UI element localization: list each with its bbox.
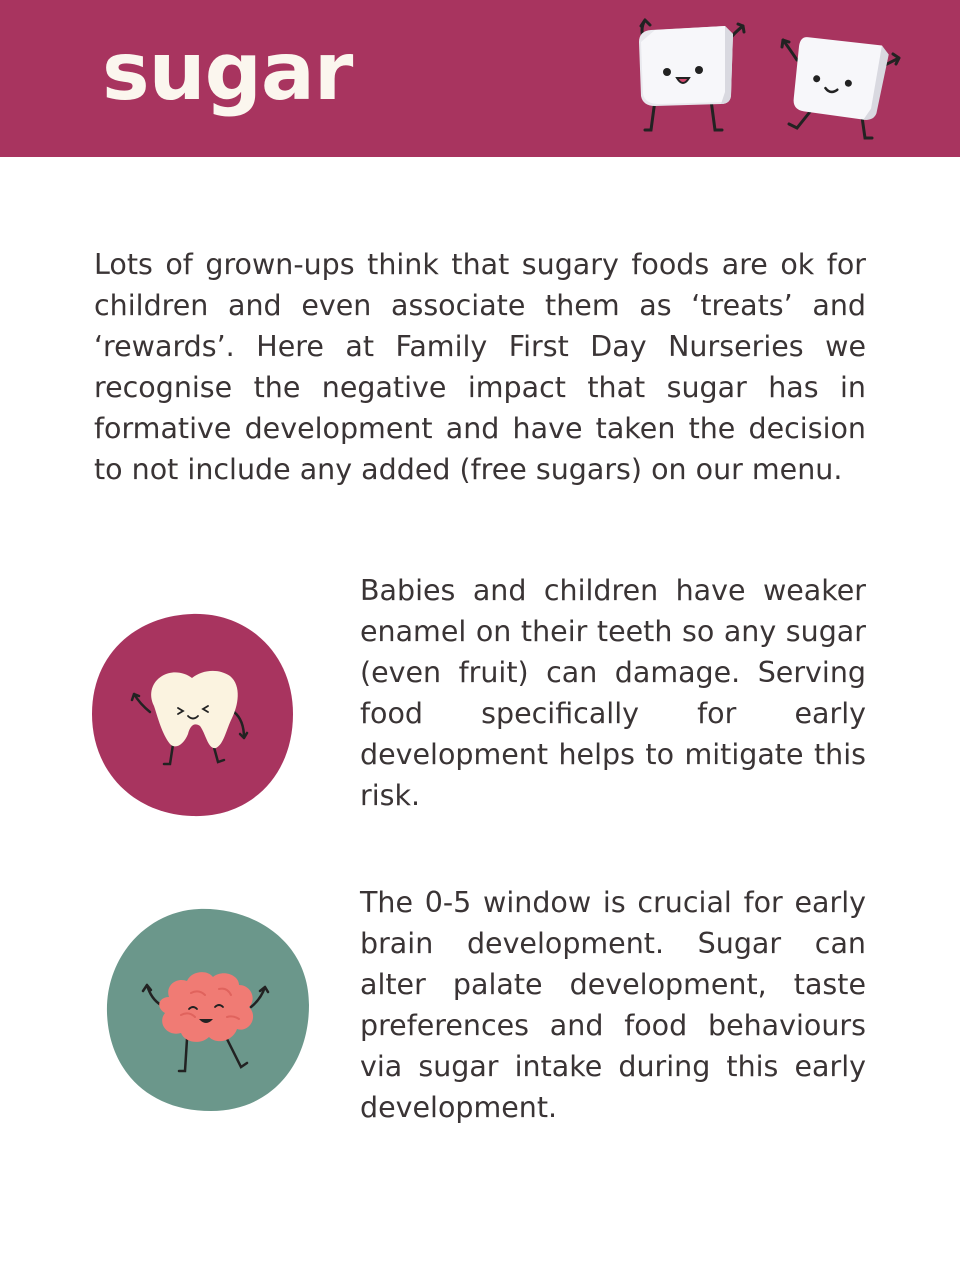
sugar-cube-character-icon	[625, 12, 755, 137]
sugar-cube-character-icon	[775, 18, 910, 143]
header-banner	[0, 0, 960, 157]
brain-circle-illustration	[103, 905, 313, 1115]
enamel-paragraph: Babies and children have weaker enamel on their teeth so any sugar (even fruit) can damage. Serving food specifically for early development helps to mitigate this risk.	[360, 574, 866, 812]
brain-development-paragraph: The 0-5 window is crucial for early brain development. Sugar can alter palate development, taste preferences and food behaviours via sugar intake during this early development.	[360, 886, 866, 1124]
intro-paragraph: Lots of grown-ups think that sugary foods are ok for children and even associate them as ‘treats’ and ‘rewards’. Here at Family First Day Nurseries we recognise the negative impact that sugar has in formative development and have taken the decision to not include any added (free sugars) on our menu.	[94, 248, 866, 486]
page-title: sugar	[102, 25, 353, 118]
tooth-circle-illustration	[88, 610, 298, 820]
